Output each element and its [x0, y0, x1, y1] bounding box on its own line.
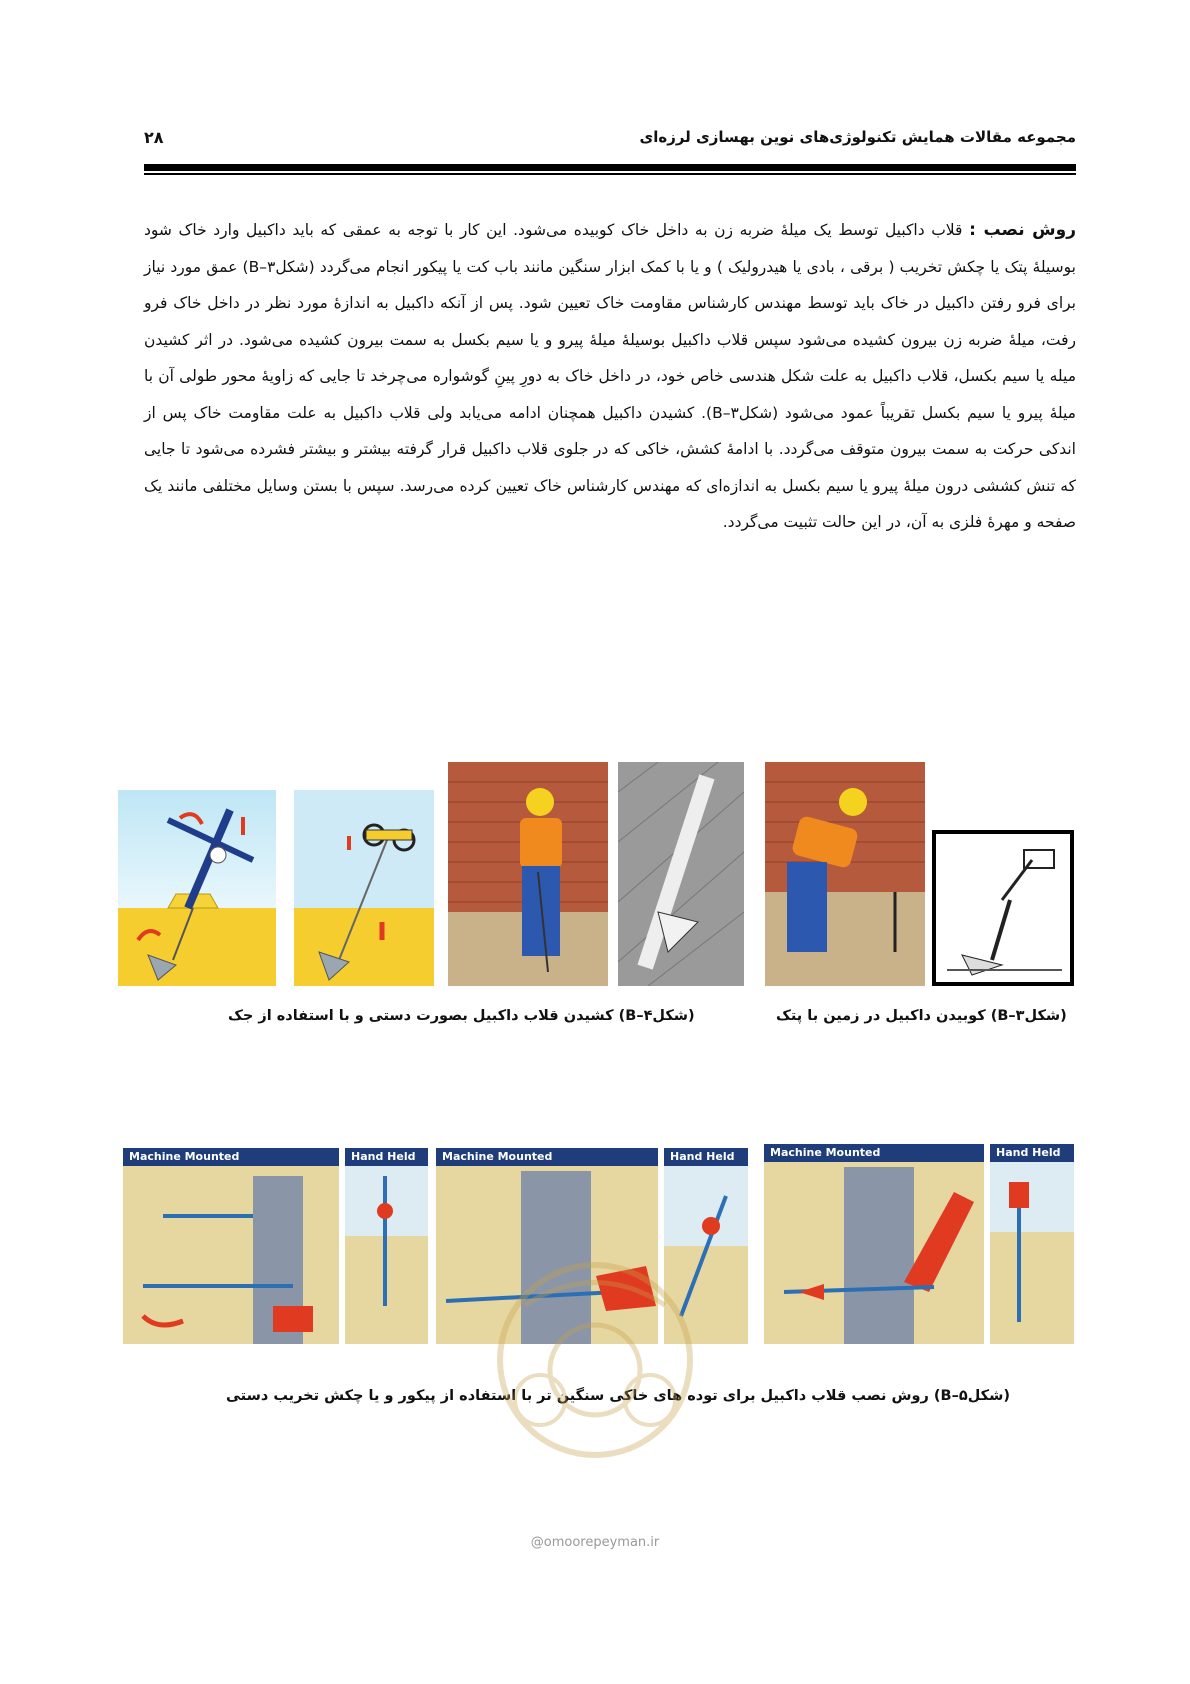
page-header [144, 128, 1076, 162]
figure-b5-panel-3 [764, 1144, 1074, 1344]
header-rule-thick [144, 164, 1076, 171]
body-paragraph [144, 212, 1076, 541]
figure-b4-diagram-2 [294, 790, 434, 986]
figure-b4-diagram-1 [118, 790, 276, 986]
figure-b4-photo-worker [448, 762, 608, 986]
section-lead: روش نصب : [969, 220, 1076, 240]
machine-mounted-label: Machine Mounted [436, 1148, 658, 1166]
header-rule-thin [144, 173, 1076, 175]
hand-held-label: Hand Held [990, 1144, 1074, 1162]
figure-b3-photo-hammer [765, 762, 925, 986]
watermark-site-text: @omoorepeyman.ir [530, 1535, 660, 1550]
hand-held-label: Hand Held [345, 1148, 428, 1166]
figure-b4-soil-diagram [618, 762, 744, 986]
machine-mounted-label: Machine Mounted [123, 1148, 339, 1166]
hand-held-label: Hand Held [664, 1148, 748, 1166]
header-title: مجموعه مقالات همایش تکنولوژی‌های نوین بهسازی لرزه‌ای [639, 128, 1076, 146]
caption-figure-b3: (شکل۳–B) کوبیدن داکبیل در زمین با پتک [776, 1008, 1067, 1024]
figure-b5-panel-1 [123, 1148, 428, 1344]
watermark-seal [465, 1250, 725, 1470]
caption-figure-b4: (شکل۴–B) کشیدن قلاب داکبیل بصورت دستی و با استفاده از جک [228, 1008, 695, 1024]
paragraph-text: قلاب داکبیل توسط یک میلهٔ ضربه زن به داخل خاک کوبیده می‌شود. این کار با توجه به عمقی که باید داکبیل وارد خاک شود بوسیلهٔ پتک یا چکش تخریب ( برقی ، بادی یا هیدرولیک ) و یا با کمک ابزار سنگین مانند باب کت یا پیکور انجام می‌گردد (شکل۳–B) عمق مورد نیاز برای فرو رفتن داکبیل در خاک باید توسط مهندس کارشناس مقاومت خاک تعیین شود. پس از آنکه داکبیل به اندازهٔ مورد نظر در داخل خاک فرو رفت، میلهٔ ضربه زن بیرون کشیده می‌شود سپس قلاب داکبیل بوسیلهٔ میلهٔ پیرو و یا سیم بکسل به سمت بیرون کشیده می‌شود. در اثر کشیدن میله یا سیم بکسل، قلاب داکبیل به علت شکل هندسی خاص خود، در داخل خاک به دورِ پینِ گوشواره می‌چرخد تا جایی که زاویهٔ محور طولی آن با میلهٔ پیرو یا سیم بکسل تقریباً عمود می‌شود (شکل۳–B). کشیدن داکبیل همچنان ادامه می‌یابد ولی قلاب داکبیل به علت مقاومت خاک پس از اندکی حرکت به سمت بیرون متوقف می‌گردد. با ادامهٔ کشش، خاکی که در جلوی قلاب داکبیل قرار گرفته بیشتر و بیشتر فشرده می‌شود تا جایی که تنش کششی درون میلهٔ پیرو یا سیم بکسل به اندازه‌ای که مهندس کارشناس خاک تعیین کرده می‌رسد. سپس با بستن وسایل مختلفی مانند یک صفحه و مهرهٔ فلزی به آن، در این حالت تثبیت می‌گردد. [144, 221, 1076, 531]
figure-b3-sketch [932, 830, 1074, 986]
page-number: ۲۸ [144, 128, 164, 147]
caption-figure-b5: (شکل۵–B) روش نصب قلاب داکبیل برای توده های خاکی سنگین تر با استفاده از پیکور و یا چکش تخریب دستی [226, 1388, 1010, 1404]
machine-mounted-label: Machine Mounted [764, 1144, 984, 1162]
